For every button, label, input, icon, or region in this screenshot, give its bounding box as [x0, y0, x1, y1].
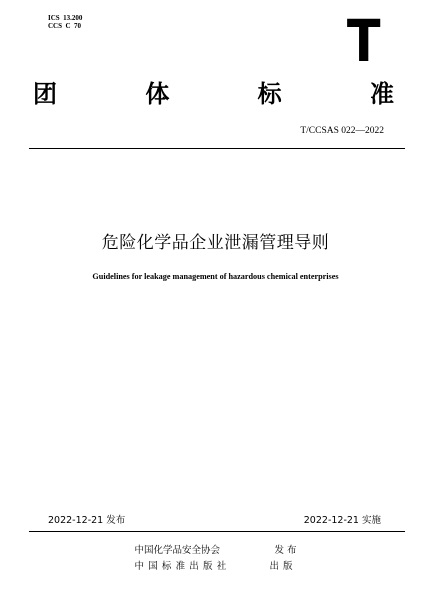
- standard-type-char: 体: [145, 80, 170, 108]
- title-english: Guidelines for leakage management of hazardous chemical enterprises: [92, 272, 339, 281]
- standard-type-heading: [30, 78, 397, 110]
- publisher-row: [0, 544, 431, 557]
- standard-number: T/CCSAS 022—2022: [300, 126, 384, 136]
- publisher-action: 发 布: [274, 545, 297, 556]
- implementation-date: 2022-12-21 实施: [303, 515, 381, 526]
- title-chinese: 危险化学品企业泄漏管理导则: [101, 233, 330, 253]
- bottom-divider: [29, 531, 405, 532]
- publisher-name: 中国化学品安全协会: [134, 545, 221, 556]
- ics-code: ICS 13.200: [48, 14, 83, 22]
- publisher-action: 出版: [269, 561, 297, 572]
- issue-date: 2022-12-21 发布: [48, 515, 126, 526]
- standard-type-logo: T: [347, 7, 381, 75]
- standard-type-char: 准: [369, 80, 394, 108]
- standard-type-char: 团: [33, 80, 57, 108]
- standard-type-char: 标: [257, 80, 282, 108]
- top-divider: [29, 148, 405, 149]
- ccs-code: CCS C 70: [48, 22, 82, 30]
- publisher-name: 中国标准出版社: [134, 561, 231, 572]
- publisher-row: [0, 560, 431, 573]
